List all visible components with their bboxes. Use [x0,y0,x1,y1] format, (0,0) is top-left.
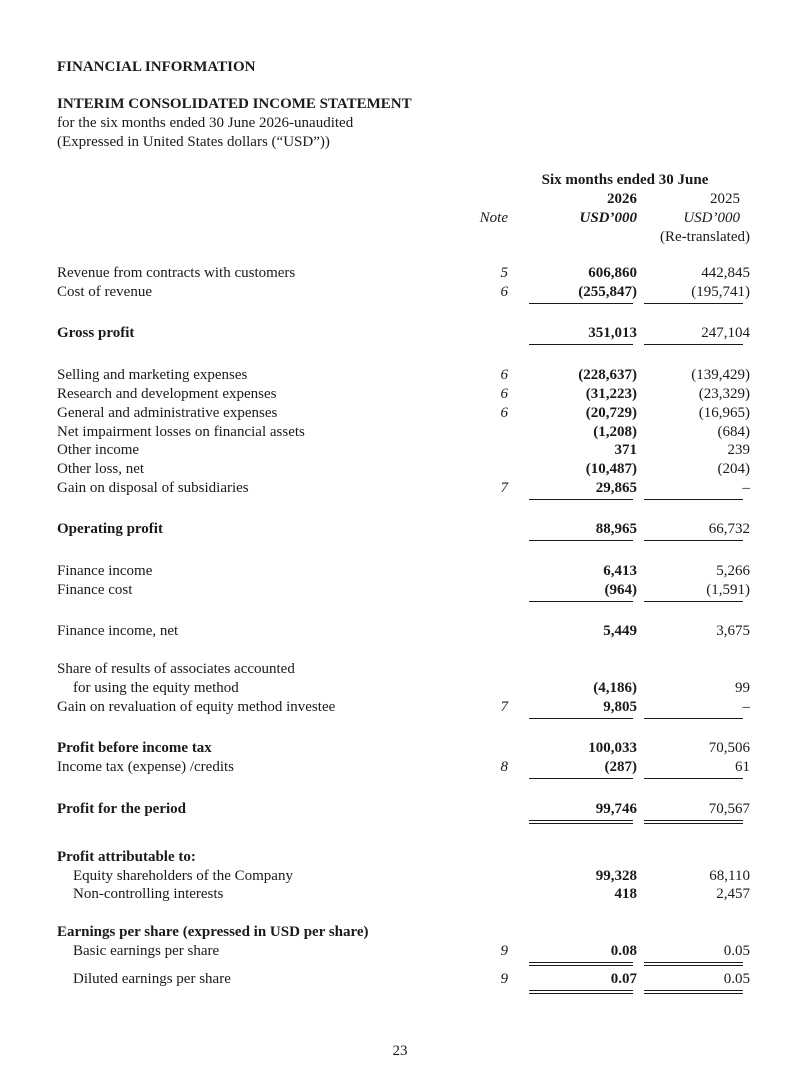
row-note: 5 [500,265,508,281]
value-2025: – [742,480,750,496]
total-double-rule [644,820,743,824]
row-label: Net impairment losses on financial assets [57,424,305,440]
value-2026: 99,746 [595,801,637,817]
value-2025: (204) [717,461,750,477]
note-header: Note [479,210,508,226]
value-2025: 66,732 [708,521,750,537]
value-2026: 0.08 [610,943,637,959]
row-label: Profit attributable to: [57,849,196,865]
value-2025: 442,845 [701,265,750,281]
subtotal-rule [529,601,633,602]
total-double-rule [529,990,633,994]
row-note: 7 [500,480,508,496]
value-2025: (139,429) [691,367,750,383]
row-label: Cost of revenue [57,284,152,300]
value-2025: 70,567 [708,801,750,817]
total-double-rule [529,820,633,824]
value-2025: – [742,699,750,715]
unit-2025-header: USD’000 [683,210,740,226]
subtotal-rule [644,778,743,779]
year-2026-header: 2026 [607,191,637,207]
value-2025: (684) [717,424,750,440]
total-double-rule [529,962,633,966]
value-2026: 606,860 [588,265,637,281]
value-2025: 70,506 [708,740,750,756]
value-2025: (23,329) [698,386,750,402]
row-note: 9 [500,943,508,959]
row-label: General and administrative expenses [57,405,278,421]
row-label: Finance income [57,563,153,579]
value-2025: 3,675 [716,623,750,639]
row-label: Finance income, net [57,623,179,639]
value-2026: 88,965 [595,521,637,537]
row-label: Income tax (expense) /credits [57,759,235,775]
row-label: Other loss, net [57,461,145,477]
row-label: Profit for the period [57,801,187,817]
value-2026: 371 [614,442,637,458]
value-2026: 29,865 [595,480,637,496]
subtotal-rule [529,718,633,719]
row-label: Gain on revaluation of equity method investee [57,699,336,715]
subtotal-rule [644,344,743,345]
page-number: 23 [392,1043,408,1059]
row-label: Non-controlling interests [73,886,224,902]
total-double-rule [644,990,743,994]
value-2025: 0.05 [723,943,750,959]
subtotal-rule [644,601,743,602]
value-2026: 6,413 [603,563,637,579]
value-2026: (4,186) [593,680,637,696]
currency-note: (Expressed in United States dollars (“USD”)) [57,134,330,150]
row-note: 7 [500,699,508,715]
row-label: Gain on disposal of subsidiaries [57,480,249,496]
subtotal-rule [529,540,633,541]
year-2025-header: 2025 [710,191,740,207]
value-2026: 100,033 [588,740,637,756]
subtotal-rule [529,499,633,500]
row-note: 8 [500,759,508,775]
value-2025: 61 [735,759,750,775]
row-label: Revenue from contracts with customers [57,265,296,281]
subtotal-rule [644,718,743,719]
value-2025: 247,104 [701,325,750,341]
value-2026: 5,449 [603,623,637,639]
row-label: Research and development expenses [57,386,277,402]
subtotal-rule [529,778,633,779]
row-label: Finance cost [57,582,133,598]
value-2025: 2,457 [716,886,750,902]
section-title: FINANCIAL INFORMATION [57,59,256,75]
value-2026: 99,328 [595,868,637,884]
subtotal-rule [529,344,633,345]
row-note: 6 [500,386,508,402]
value-2026: (255,847) [578,284,637,300]
row-note: 6 [500,367,508,383]
row-label: Share of results of associates accounted [57,661,295,677]
value-2026: 418 [614,886,637,902]
value-2025: 0.05 [723,971,750,987]
value-2025: (195,741) [691,284,750,300]
value-2026: (20,729) [585,405,637,421]
row-label: Diluted earnings per share [73,971,231,987]
row-label: Equity shareholders of the Company [73,868,293,884]
row-note: 9 [500,971,508,987]
subtotal-rule [644,499,743,500]
subtotal-rule [529,303,633,304]
value-2026: (287) [604,759,637,775]
row-label: Other income [57,442,140,458]
value-2026: 0.07 [610,971,637,987]
row-label: Operating profit [57,521,163,537]
row-label-continued: for using the equity method [73,680,239,696]
value-2026: (1,208) [593,424,637,440]
subtotal-rule [644,540,743,541]
row-note: 6 [500,284,508,300]
retranslated-header: (Re-translated) [660,229,750,245]
unit-2026-header: USD’000 [579,210,637,226]
row-label: Basic earnings per share [73,943,220,959]
statement-subtitle: for the six months ended 30 June 2026-unaudited [57,115,354,131]
statement-title: INTERIM CONSOLIDATED INCOME STATEMENT [57,96,412,112]
value-2025: (1,591) [706,582,750,598]
value-2026: (31,223) [585,386,637,402]
row-label: Profit before income tax [57,740,212,756]
value-2025: 5,266 [716,563,750,579]
value-2025: 68,110 [709,868,750,884]
value-2026: 9,805 [603,699,637,715]
row-label: Earnings per share (expressed in USD per share) [57,924,369,940]
row-label: Gross profit [57,325,135,341]
row-note: 6 [500,405,508,421]
value-2025: (16,965) [698,405,750,421]
value-2026: 351,013 [588,325,637,341]
row-label: Selling and marketing expenses [57,367,248,383]
value-2026: (964) [604,582,637,598]
period-header: Six months ended 30 June [541,172,709,188]
subtotal-rule [644,303,743,304]
value-2026: (10,487) [585,461,637,477]
total-double-rule [644,962,743,966]
value-2025: 99 [735,680,750,696]
value-2025: 239 [727,442,750,458]
value-2026: (228,637) [578,367,637,383]
